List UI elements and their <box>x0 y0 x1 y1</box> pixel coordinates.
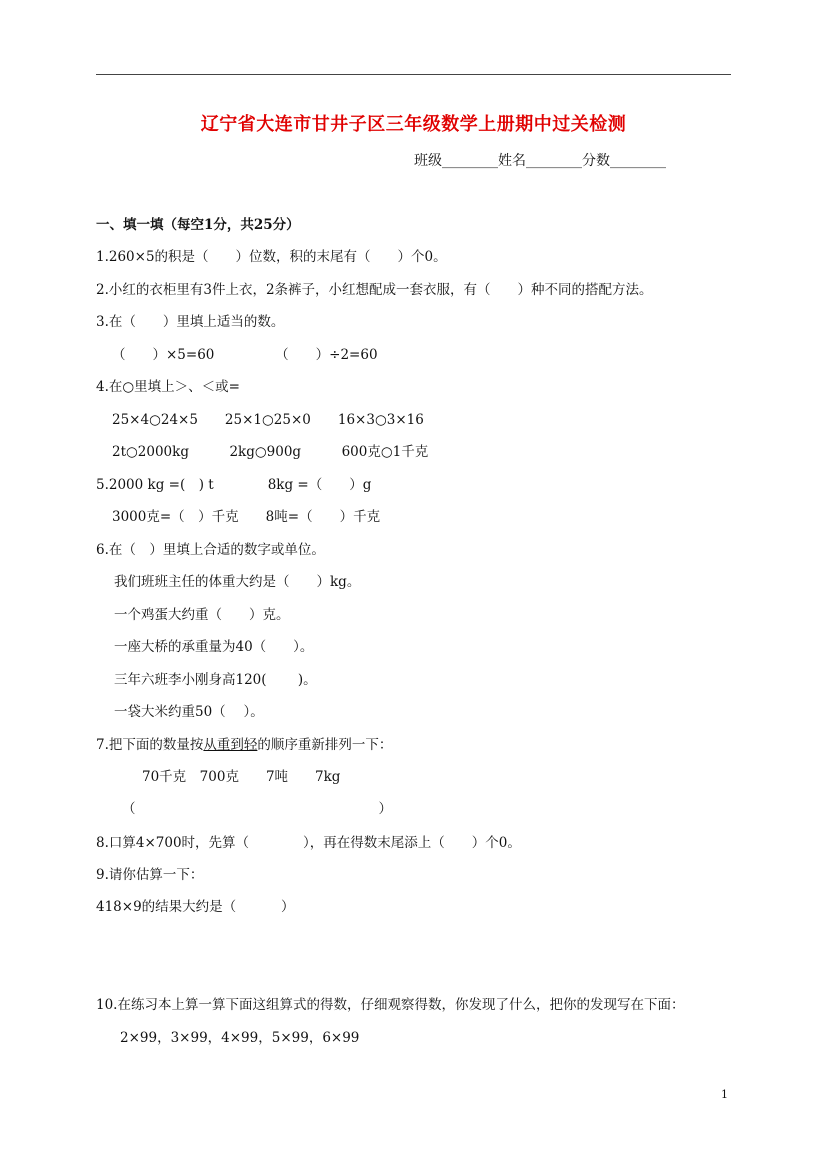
question-3: 3.在（ ）里填上适当的数。 <box>96 314 285 330</box>
question-4-row-2: 2t○2000kg 2kg○900g 600克○1千克 <box>112 444 429 460</box>
question-7-underlined: 从重到轻 <box>203 737 258 753</box>
document-title: 辽宁省大连市甘井子区三年级数学上册期中过关检测 <box>200 114 627 135</box>
question-6-item-3: 一座大桥的承重量为40（ ）。 <box>114 639 314 655</box>
question-5-row-2: 3000克=（ ）千克 8吨=（ ）千克 <box>112 509 381 525</box>
question-4: 4.在○里填上＞、＜或= <box>96 379 240 395</box>
question-4-row-1: 25×4○24×5 25×1○25×0 16×3○3×16 <box>112 412 424 428</box>
question-6-item-2: 一个鸡蛋大约重（ ）克。 <box>114 607 290 623</box>
question-10-expressions: 2×99，3×99，4×99，5×99，6×99 <box>120 1030 360 1046</box>
question-7-answer-blank: （ ） <box>122 801 392 817</box>
question-7-prefix: 7.把下面的数量按 <box>96 737 204 753</box>
question-6-item-1: 我们班班主任的体重大约是（ ）kg。 <box>114 574 361 590</box>
header-rule <box>96 74 731 75</box>
question-7-quantities: 70千克 700克 7吨 7kg <box>142 769 341 785</box>
question-6-item-4: 三年六班李小刚身高120( )。 <box>114 672 317 688</box>
question-5-row-1: 5.2000 kg =( ) t 8kg =（ ）g <box>96 477 372 493</box>
question-7 <box>96 736 392 754</box>
question-8: 8.口算4×700时，先算（ ），再在得数末尾添上（ ）个0。 <box>96 835 521 851</box>
page-number: 1 <box>721 1088 728 1101</box>
question-3-items: （ ）×5=60 （ ）÷2=60 <box>112 347 378 363</box>
question-6-item-5: 一袋大米约重50（ ）。 <box>114 704 264 720</box>
student-info-line: 班级________姓名________分数________ <box>414 153 666 169</box>
question-2: 2.小红的衣柜里有3件上衣，2条裤子，小红想配成一套衣服，有（ ）种不同的搭配方法。 <box>96 282 653 298</box>
question-9: 9.请你估算一下： <box>96 867 204 883</box>
question-1: 1.260×5的积是（ ）位数，积的末尾有（ ）个0。 <box>96 249 447 265</box>
section-heading: 一、填一填（每空1分，共25分） <box>96 217 300 233</box>
question-10: 10.在练习本上算一算下面这组算式的得数，仔细观察得数，你发现了什么，把你的发现写在下面： <box>96 997 685 1013</box>
question-7-suffix: 的顺序重新排列一下： <box>257 737 393 753</box>
question-6: 6.在（ ）里填上合适的数字或单位。 <box>96 542 325 558</box>
question-9-item: 418×9的结果大约是（ ） <box>96 899 295 915</box>
